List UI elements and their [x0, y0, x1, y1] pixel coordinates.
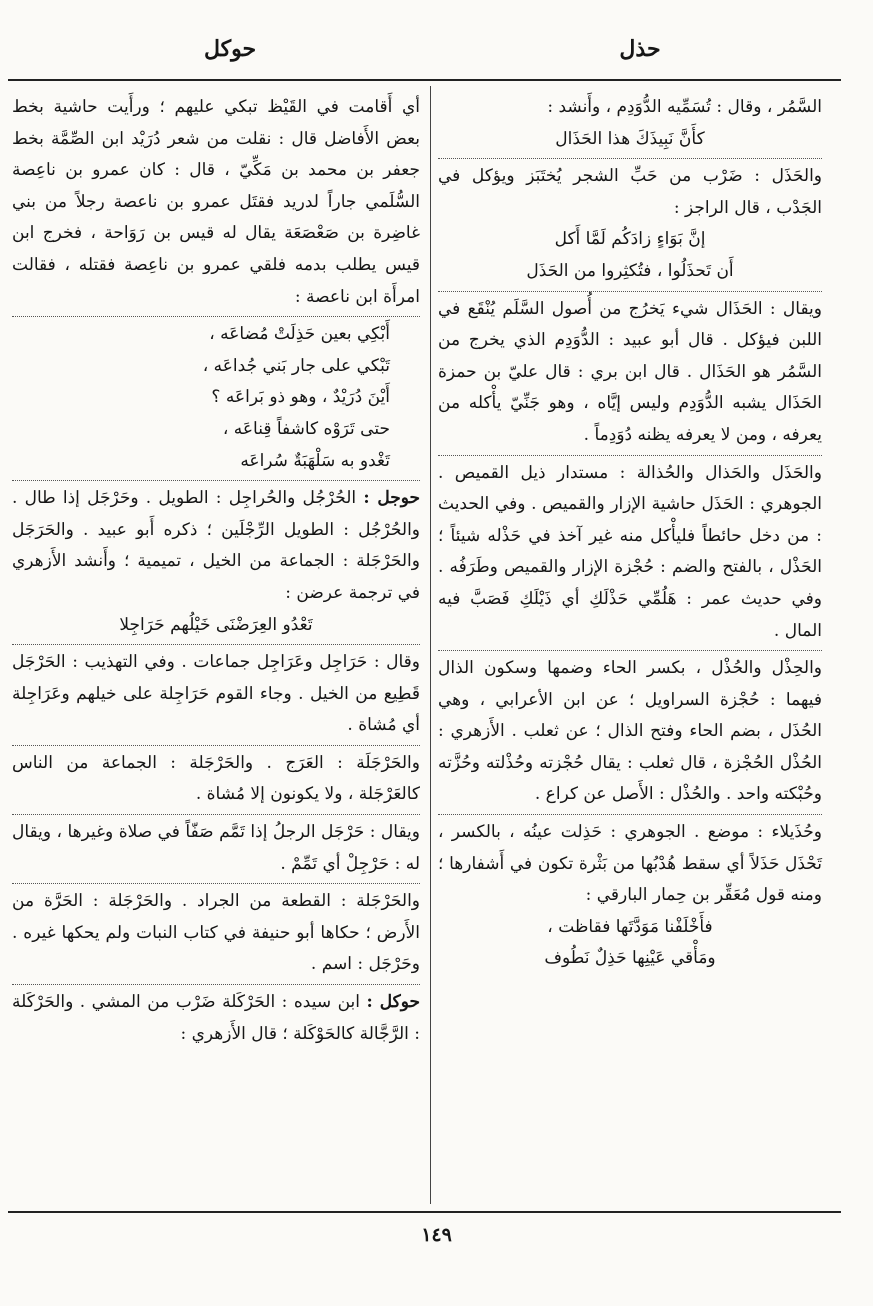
verse-line: كأَنَّ نَبِيذَكَ هذا الحَذَال: [555, 128, 705, 149]
left-column: [12, 92, 420, 1050]
section-separator: [12, 745, 420, 746]
right-header-title: حذل: [619, 36, 661, 62]
verse-line: أَن تَحذَلُوا ، فتُكثِروا من الحَذَل: [526, 260, 734, 281]
footer-rule: [8, 1211, 841, 1213]
paragraph: أي أَقامت في القَيْظ تبكي عليهم ؛ ورأَيت حاشية بخط بعض الأَفاضل قال : نقلت من شعر دُرَيْد ابن الصِّمَّة بخط جعفر بن محمد بن مَكِّيّ ، قال : كان عمرو بن ناعِصة السُّلَمي جاراً لدريد فقتَل عمرو بن ناعصة رجلاً من بني غاضِرة بن صَعْصَعَة يقال له قيس بن رَوَاحة ، فخرج ابن قيس يطلب بدمه فلقي عمرو بن ناعِصة فقتله ، فقالت امرأَة ابن ناعصة :: [12, 97, 420, 307]
section-separator: [438, 650, 822, 651]
entry-paragraph: حوكل : ابن سيده : الحَرْكَلة ضَرْب من المشي . والحَرْكَلة : الرَّجَّالة كالحَوْكَلة ؛ قال الأَزهري :: [12, 992, 420, 1044]
paragraph: ويقال : الحَذَال شيء يَخرُج من أُصول السَّلَم يُنْقَع في اللبن فيؤكل . قال أبو عبيد : الدُّوَدِم الذي يخرج من السَّمُر هو الحَذَال . قال ابن بري : قال عليّ بن حمزة الحَذَال يشبه الدُّوَدِم وليس إيَّاه ، وهو جَنِّيّ يأْكله من يعرفه ، ومن لا يعرفه يظنه دُوَدِماً .: [438, 298, 822, 445]
section-separator: [438, 291, 822, 292]
verse-line: فأَخْلَفْنا مَوَدَّتَها فقاظت ،: [547, 916, 713, 937]
verse-line: حتى تَرَوْه كاشفاً قِناعَه ،: [222, 418, 390, 439]
paragraph: ويقال : حَرْجَل الرجلُ إذا تَمَّم صَفّاً في صلاة وغيرها ، ويقال له : حَرْجِلْ أي تَمِّمْ .: [12, 822, 420, 874]
section-separator: [12, 644, 420, 645]
entry-headword: حوجل :: [363, 488, 420, 509]
entry-paragraph: حوجل : الحُرْجُل والحُراجِل : الطويل . وحَرْجَل إذا طال . والحُرْجُل : الطويل الرِّجْلَين ؛ ذكره أَبو عبيد . والحَرَجَل والحَرْجَلة : الجماعة من الخيل ، تميمية ؛ وأَنشد الأَزهري في ترجمة عرضن :: [12, 488, 420, 603]
verse-line: أَبْكِي بعين حَذِلَتْ مُضاعَه ،: [209, 324, 390, 345]
paragraph: والحَرْجَلة : القطعة من الجراد . والحَرْجَلة : الحَرَّة من الأَرض ؛ حكاها أبو حنيفة في كتاب النبات ولم يحكها غيره . وحَرْجَل : اسم .: [12, 891, 420, 975]
verse-line: إنَّ بَوَاءٍ زادَكُم لَمَّا أَكل: [554, 229, 706, 250]
paragraph: وحُذَيلاء : موضع . الجوهري : حَذِلت عينُه ، بالكسر ، تَحْذَل حَذَلاً أي سقط هُدْبُها من بَثْرة تكون في أَشفارها ؛ ومنه قول مُعَقِّر بن حِمار البارقي :: [438, 822, 822, 906]
left-header-title: حوكل: [203, 36, 257, 62]
paragraph: والحَرْجَلَة : العَرَج . والحَرْجَلة : الجماعة من الناس كالعَرْجَلة ، ولا يكونون إلا مُشاة .: [12, 752, 420, 805]
page-number: ١٤٩: [421, 1224, 452, 1246]
section-separator: [12, 883, 420, 884]
section-separator: [12, 480, 420, 481]
section-separator: [12, 984, 420, 985]
verse-line: تَبْكي على جار بَني جُداعَه ،: [202, 355, 390, 376]
section-separator: [438, 455, 822, 456]
right-column: [438, 92, 822, 975]
paragraph: والحَذَل : ضَرْب من حَبِّ الشجر يُختَبَز ويؤكل في الجَدْب ، قال الراجز :: [438, 166, 822, 218]
header-rule: [8, 79, 841, 81]
section-separator: [438, 158, 822, 159]
paragraph: والحَذَل والحَذال والحُذالة : مستدار ذيل القميص . الجوهري : الحَذَل حاشية الإزار والقميص . وفي الحديث : من دخل حائطاً فليأْكل منه غير آخذ في حَذْله شيئاً ؛ الحَذْل ، بالفتح والضم : حُجْزة الإزار والقميص وطَرَفُه . وفي حديث عمر : هَلُمِّي حَذْلَكِ أي ذَيْلَكِ فَصَبَّ فيه المال .: [438, 462, 822, 641]
section-separator: [12, 316, 420, 317]
verse-line: أَيْنَ دُرَيْدٌ ، وهو ذو بَراعَه ؟: [211, 387, 390, 408]
column-divider: [430, 86, 431, 1204]
verse-line: تَغْدو به سَلْهَبَةٌ سُراعَه: [240, 450, 390, 471]
section-separator: [12, 814, 420, 815]
paragraph: والحِذْل والحُذْل ، بكسر الحاء وضمها وسكون الذال فيهما : حُجْزة السراويل ؛ عن ابن الأعرابي ، وهي الحُذَل ، بضم الحاء وفتح الذال ؛ عن ثعلب . الأَزهري : الحُذْل الحُجْزة ، قال ثعلب : يقال حُجْزته وحُذْلته وحُزَّته وحُبْكته واحد . والحُذْل : الأَصل عن كراع .: [438, 658, 822, 805]
section-separator: [438, 814, 822, 815]
paragraph: السَّمُر ، وقال : تُسَمِّيه الدُّوَدِم ، وأَنشد :: [547, 97, 822, 117]
verse-line: ومَأْقي عَيْنِها حَذِلٌ نَطُوف: [544, 948, 716, 969]
verse-line: تَعْدُو العِرَضْنَى خَيْلُهم حَرَاجِلا: [119, 614, 313, 635]
paragraph: وقال : حَرَاجِل وعَرَاجِل جماعات . وفي التهذيب : الحَرْجَل قَطِيع من الخيل . وجاء القوم حَرَاجِلة على خيلهم وعَرَاجِلة أي مُشاة .: [12, 652, 420, 736]
entry-headword: حوكل :: [366, 992, 420, 1013]
